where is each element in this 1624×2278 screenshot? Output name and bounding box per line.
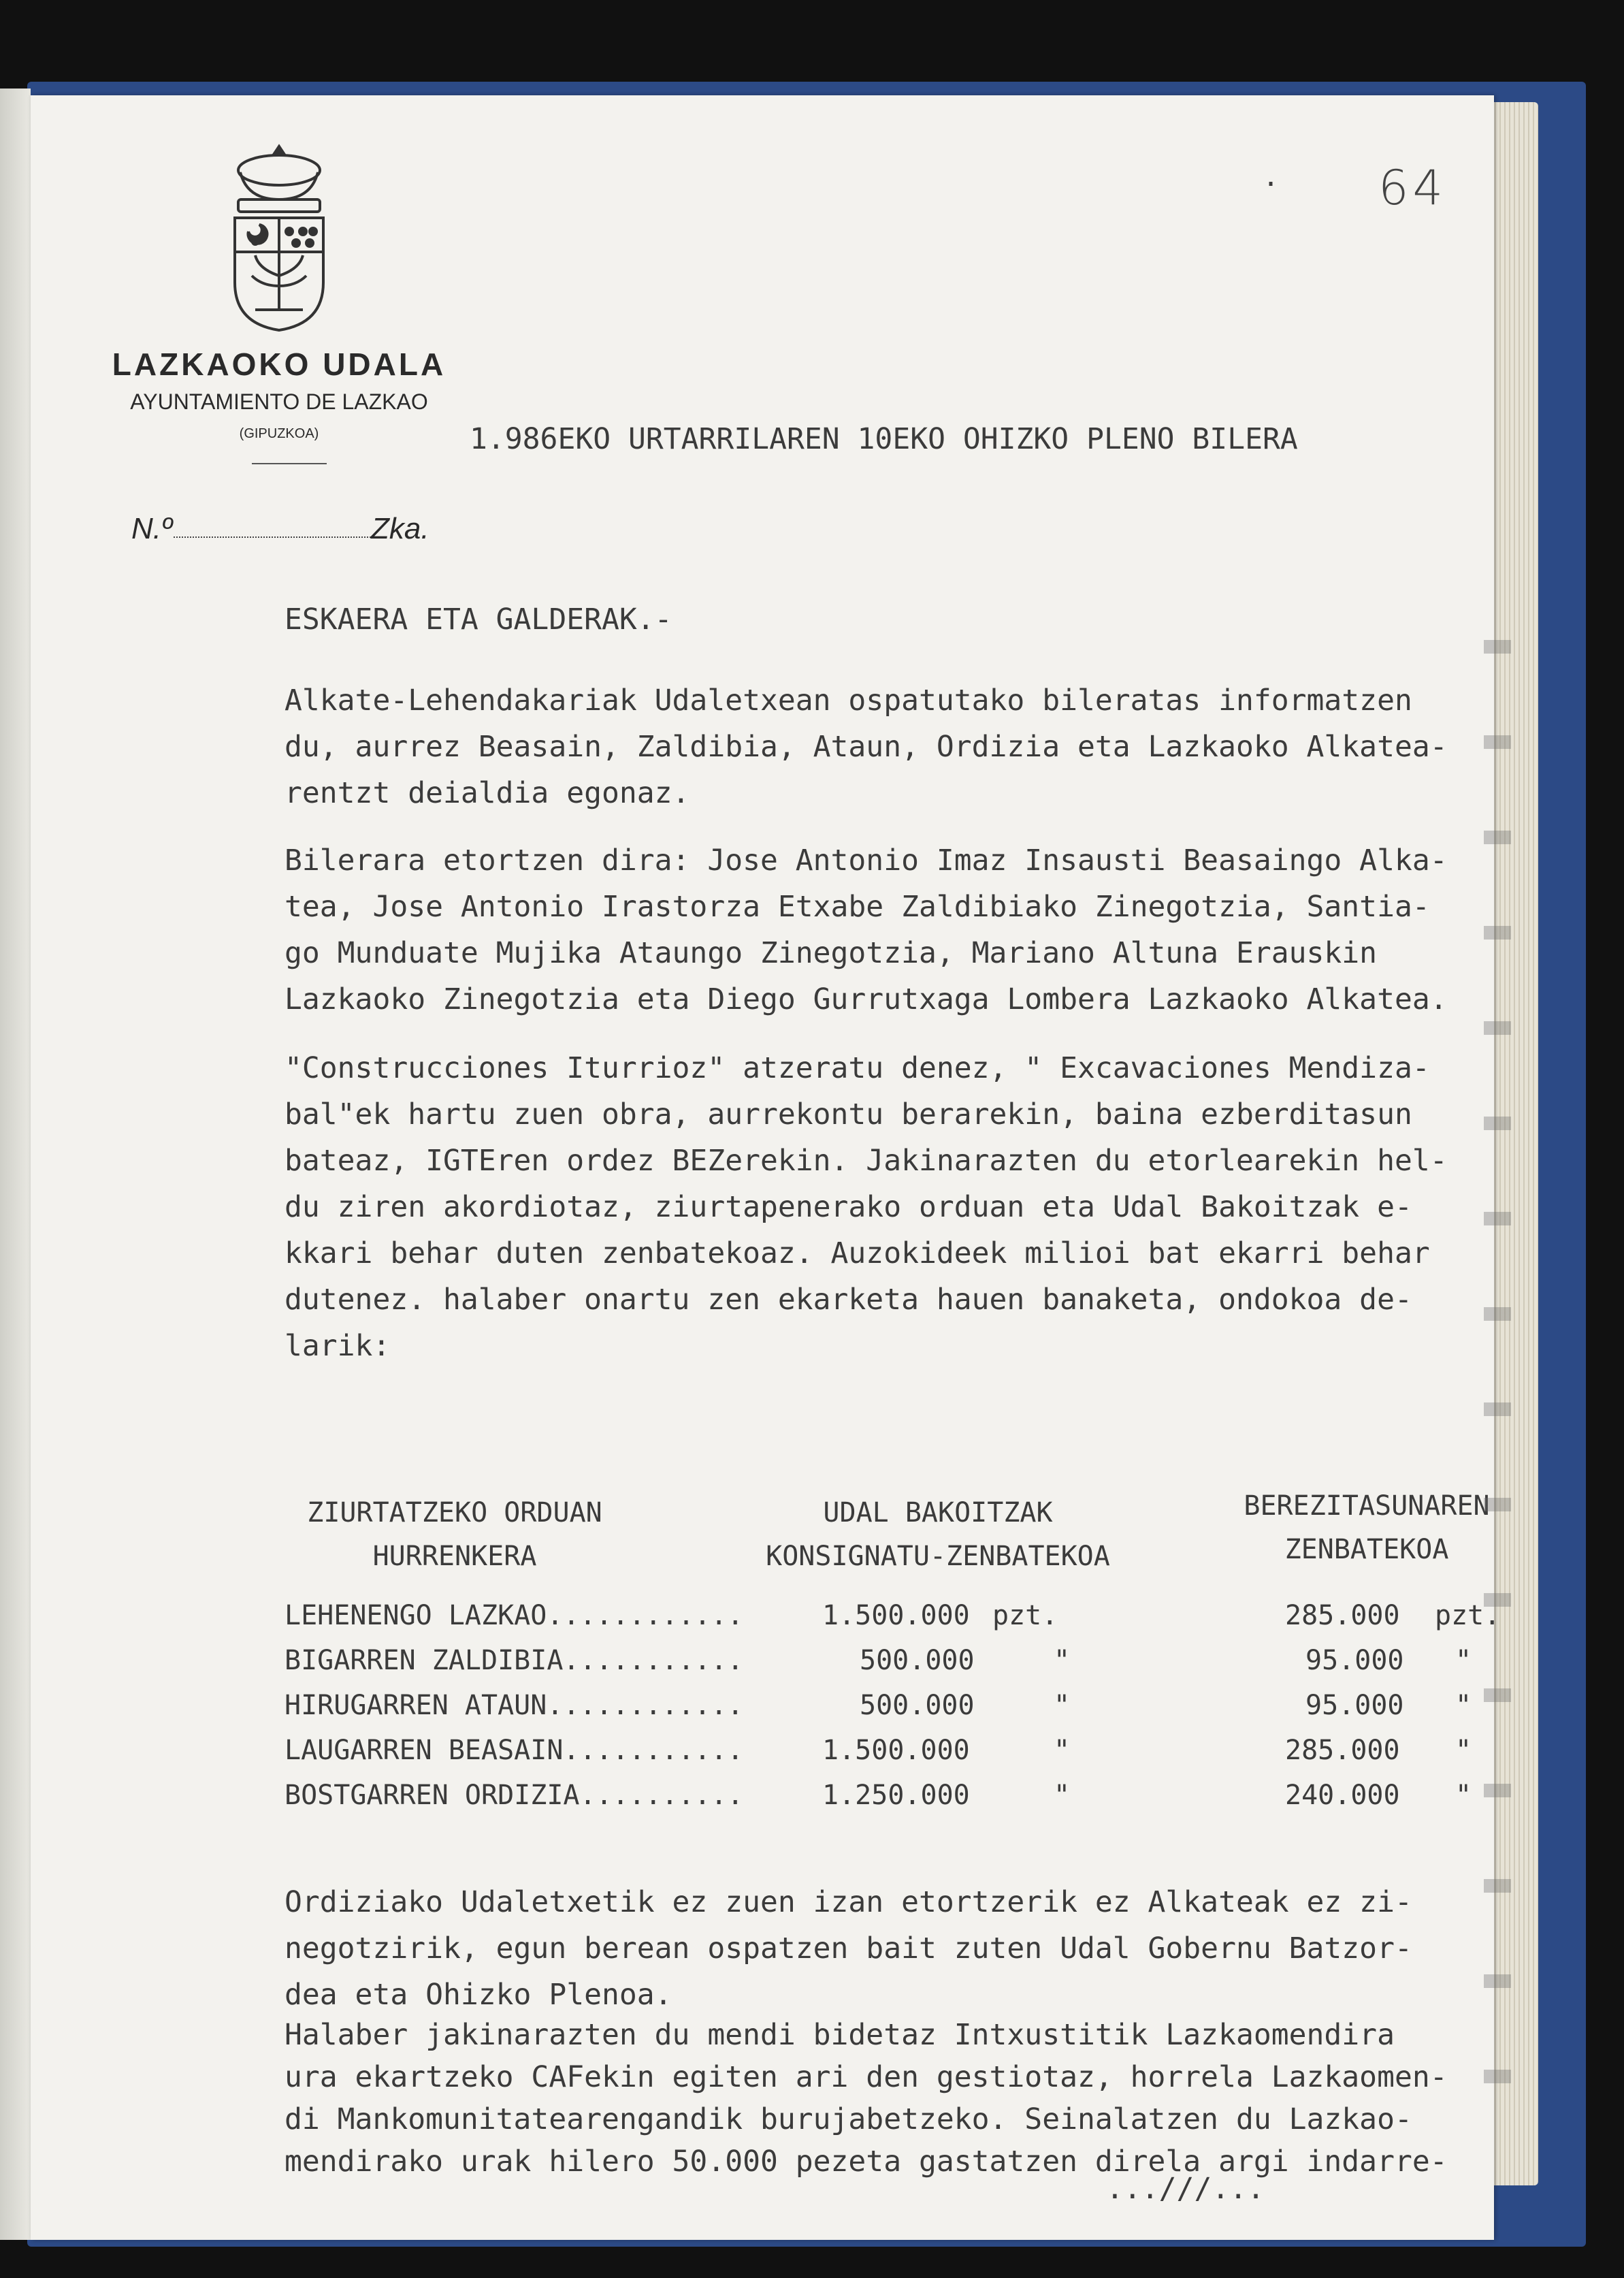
header-line: UDAL BAKOITZAK [823, 1497, 1053, 1528]
order-cell: HIRUGARREN ATAUN............ [285, 1690, 744, 1721]
order-cell: BIGARREN ZALDIBIA........... [285, 1645, 744, 1676]
paragraph-4 [285, 1879, 1523, 2018]
table-header-order [285, 1491, 625, 1578]
special-cell: 285.000 [1285, 1600, 1400, 1631]
special-cell: 95.000 [1305, 1690, 1404, 1721]
text-line: Ordiziako Udaletxetik ez zuen izan etortzerik ez Alkateak ez zi- [285, 1885, 1412, 1919]
text-line: Bilerara etortzen dira: Jose Antonio Imaz Insausti Beasaingo Alka- [285, 844, 1448, 878]
special-cell: 240.000 [1285, 1780, 1400, 1811]
text-line: go Munduate Mujika Ataungo Zinegotzia, Mariano Altuna Erauskin [285, 936, 1378, 970]
table-row [285, 1780, 1523, 1825]
text-line: "Construcciones Iturrioz" atzeratu denez, " Excavaciones Mendiza- [285, 1051, 1430, 1085]
text-line: du ziren akordiotaz, ziurtapenerako orduan eta Udal Bakoitzak e- [285, 1190, 1412, 1224]
page-number: 64 [1378, 160, 1448, 216]
unit-cell: pzt. [992, 1600, 1058, 1631]
table-row [285, 1645, 1523, 1690]
amount-cell: 1.500.000 [822, 1735, 970, 1766]
text-line: rentzt deialdia egonaz. [285, 776, 690, 810]
amount-cell: 500.000 [860, 1690, 975, 1721]
text-line: Lazkaoko Zinegotzia eta Diego Gurrutxaga Lombera Lazkaoko Alkatea. [285, 982, 1448, 1016]
order-cell: LEHENENGO LAZKAO............ [285, 1600, 744, 1631]
amount-cell: 500.000 [860, 1645, 975, 1676]
amount-cell: 1.250.000 [822, 1780, 970, 1811]
text-line: dea eta Ohizko Plenoa. [285, 1978, 672, 2012]
unit-cell: " [1054, 1690, 1071, 1721]
header-line: BEREZITASUNAREN [1244, 1490, 1490, 1522]
meeting-title: 1.986EKO URTARRILAREN 10EKO OHIZKO PLENO BILERA [470, 422, 1298, 456]
header-line: KONSIGNATU-ZENBATEKOA [766, 1541, 1110, 1572]
reference-label: N.º [131, 512, 173, 545]
document-page [31, 95, 1501, 2240]
order-cell: LAUGARREN BEASAIN........... [285, 1735, 744, 1766]
text-line: tea, Jose Antonio Irastorza Etxabe Zaldibiako Zinegotzia, Santia- [285, 890, 1430, 924]
continuation-mark: ...///... [1106, 2172, 1265, 2206]
special-unit-cell: " [1455, 1645, 1472, 1676]
special-cell: 95.000 [1305, 1645, 1404, 1676]
order-cell: BOSTGARREN ORDIZIA.......... [285, 1780, 744, 1811]
table-row [285, 1735, 1523, 1780]
text-line: bal"ek hartu zuen obra, aurrekontu berarekin, baina ezberditasun [285, 1097, 1412, 1132]
text-line: di Mankomunitatearengandik burujabetzeko. Seinalatzen du Lazkao- [285, 2102, 1412, 2136]
municipality-name: LAZKAOKO UDALA [112, 347, 446, 382]
paragraph-1 [285, 677, 1523, 816]
special-unit-cell: pzt. [1435, 1600, 1501, 1631]
table-header-special [1210, 1484, 1523, 1571]
unit-cell: " [1054, 1780, 1071, 1811]
paragraph-5 [285, 2014, 1523, 2183]
section-heading: ESKAERA ETA GALDERAK.- [285, 603, 672, 637]
text-line: Alkate-Lehendakariak Udaletxean ospatutako bileratas informatzen [285, 684, 1412, 718]
text-line: larik: [285, 1329, 391, 1363]
text-line: dutenez. halaber onartu zen ekarketa hauen banaketa, ondokoa de- [285, 1283, 1412, 1317]
text-line: Halaber jakinarazten du mendi bidetaz Intxustitik Lazkaomendira [285, 2018, 1395, 2052]
paragraph-2 [285, 837, 1523, 1023]
special-cell: 285.000 [1285, 1735, 1400, 1766]
special-unit-cell: " [1455, 1780, 1472, 1811]
text-line: kkari behar duten zenbatekoaz. Auzokideek milioi bat ekarri behar [285, 1236, 1430, 1270]
special-unit-cell: " [1455, 1690, 1472, 1721]
margin-marks [1484, 592, 1511, 2090]
header-line: ZENBATEKOA [1284, 1534, 1449, 1565]
text-line: mendirako urak hilero 50.000 pezeta gastatzen direla argi indarre- [285, 2145, 1448, 2179]
text-line: du, aurrez Beasain, Zaldibia, Ataun, Ordizia eta Lazkaoko Alkatea- [285, 730, 1448, 764]
municipality-province: (GIPUZKOA) [239, 426, 319, 441]
municipality-subtitle: AYUNTAMIENTO DE LAZKAO [130, 389, 428, 414]
coat-of-arms-icon [214, 140, 344, 337]
table-row [285, 1600, 1523, 1645]
header-divider [252, 463, 327, 464]
paragraph-3 [285, 1045, 1523, 1369]
previous-page-edge [0, 89, 31, 2240]
unit-cell: " [1054, 1735, 1071, 1766]
header-line: HURRENKERA [372, 1541, 537, 1572]
text-line: bateaz, IGTEren ordez BEZerekin. Jakinarazten du etorlearekin hel- [285, 1144, 1448, 1178]
reference-blank-line [174, 536, 371, 538]
reference-suffix: Zka. [371, 512, 429, 545]
unit-cell: " [1054, 1645, 1071, 1676]
text-line: ura ekartzeko CAFekin egiten ari den gestiotaz, horrela Lazkaomen- [285, 2060, 1448, 2094]
page-mark: · [1263, 169, 1280, 200]
amount-cell: 1.500.000 [822, 1600, 970, 1631]
header-line: ZIURTATZEKO ORDUAN [307, 1497, 602, 1528]
table-row [285, 1690, 1523, 1735]
table-header-amount [747, 1491, 1128, 1578]
special-unit-cell: " [1455, 1735, 1472, 1766]
text-line: negotzirik, egun berean ospatzen bait zuten Udal Gobernu Batzor- [285, 1931, 1412, 1966]
